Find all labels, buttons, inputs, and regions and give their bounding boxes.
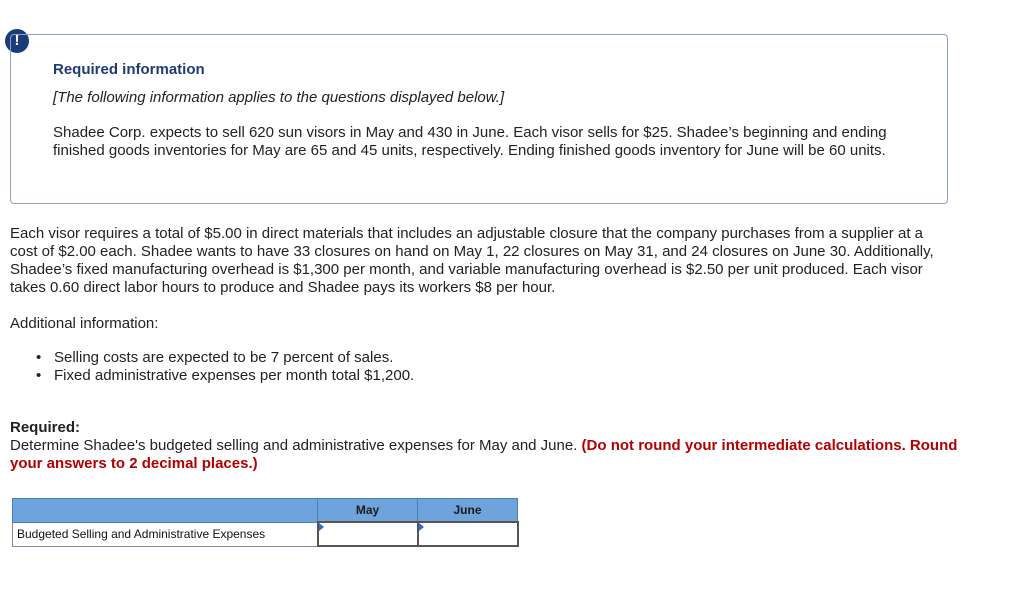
required-information-box [10, 34, 948, 204]
alert-icon: ! [5, 29, 29, 53]
required-text [10, 437, 960, 473]
info-subtitle: [The following information applies to the questions displayed below.] [53, 89, 505, 106]
table-header-row [13, 499, 518, 523]
additional-info-list [28, 349, 414, 385]
required-label: Required: [10, 419, 81, 436]
additional-info-label: Additional information: [10, 315, 159, 332]
header-may: May [318, 499, 418, 523]
required-question: Determine Shadee's budgeted selling and administrative expenses for May and June. [10, 437, 578, 454]
header-blank [13, 499, 318, 523]
may-input[interactable] [319, 524, 417, 544]
problem-paragraph: Each visor requires a total of $5.00 in direct materials that includes an adjustable closure that the company purchases from a supplier at a cost of $2.00 each. Shadee wants to have 33 closures on hand on May 1, 22 closures on May 31, and 24 closures on June 30. Additionally, Shadee’s fixed manufacturing overhead is $1,300 per month, and variable manufacturing overhead is $2.50 per unit produced. Each visor takes 0.60 direct labor hours to produce and Shadee pays its workers $8 per hour. [10, 225, 934, 296]
may-input-cell[interactable] [318, 522, 418, 546]
june-input-cell[interactable] [418, 522, 518, 546]
info-title: Required information [53, 61, 205, 78]
row-label: Budgeted Selling and Administrative Expenses [13, 522, 318, 546]
cell-marker-icon [319, 523, 324, 531]
june-input[interactable] [419, 524, 517, 544]
header-june: June [418, 499, 518, 523]
table-row [13, 522, 518, 546]
budget-table [12, 498, 519, 547]
list-item: • Selling costs are expected to be 7 percent of sales. [28, 349, 414, 367]
list-item: • Fixed administrative expenses per month total $1,200. [28, 367, 414, 385]
rounding-instruction: (Do not round your intermediate calculations. Round your answers to 2 decimal places.) [10, 437, 958, 472]
cell-marker-icon [419, 523, 424, 531]
info-body: Shadee Corp. expects to sell 620 sun visors in May and 430 in June. Each visor sells for $25. Shadee’s beginning and ending finished goods inventories for May are 65 and 45 units, respectively. Ending finished goods inventory for June will be 60 units. [53, 124, 887, 159]
